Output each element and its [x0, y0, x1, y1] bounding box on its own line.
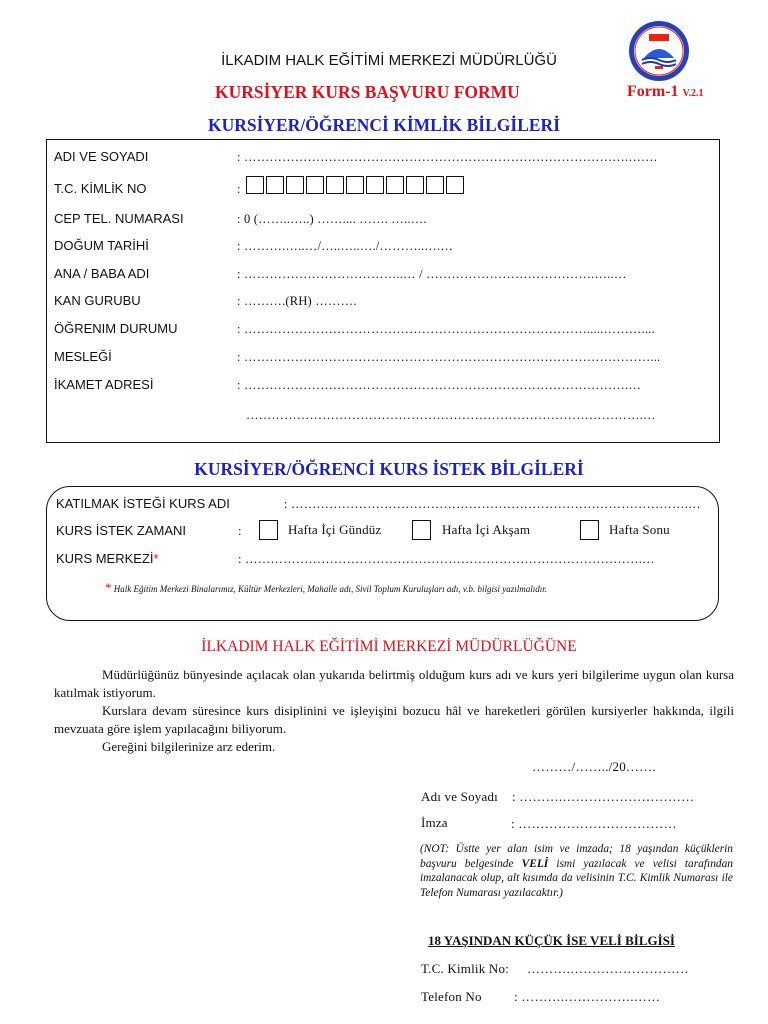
footnote-text: Halk Eğitim Merkezi Binalarımız, Kültür Merkezleri, Mahalle adı, Sivil Toplum Kuruluşları adı, v.b. bilgisi yazılmalıdır.: [113, 584, 547, 594]
note-bold: VELİ: [521, 857, 549, 870]
course-time-label: KURS İSTEK ZAMANI: [56, 523, 187, 538]
field-label-address: İKAMET ADRESİ: [54, 377, 154, 392]
field-input-parent-name[interactable]: : ………………………………..… / ………………………………….…..…: [237, 267, 627, 281]
course-section-title: KURSİYER/ÖĞRENCİ KURS İSTEK BİLGİLERİ: [194, 459, 584, 479]
field-input-tc-number[interactable]: :: [237, 182, 241, 196]
identity-section-title: KURSİYER/ÖĞRENCİ KİMLİK BİLGİLERİ: [207, 115, 561, 135]
tc-digit-box[interactable]: [406, 176, 424, 194]
option-weekday-day[interactable]: [259, 520, 381, 540]
institution-seal-icon: [628, 20, 690, 82]
guardian-title: 18 YAŞINDAN KÜÇÜK İSE VELİ BİLGİSİ: [428, 933, 675, 948]
tc-digit-box[interactable]: [246, 176, 264, 194]
note-suffix: ismi yazılacak ve velisi tarafından imzalanacak olup, alt kısımda da velisinin T.C. Kimlik Numarası ile Telefon Numarası yazılacaktır.): [420, 857, 733, 899]
course-center-label: [56, 551, 159, 566]
field-label-occupation: MESLEĞİ: [54, 349, 112, 364]
petition-p1: Müdürlüğünüz bünyesinde açılacak olan yukarıda belirtmiş olduğum kurs adı ve kurs yeri bilgilerime uygun olan kursa katılmak istiyorum.: [54, 667, 734, 700]
field-input-address[interactable]: : ……………………………………………………………………………….…: [237, 378, 642, 392]
date-line[interactable]: ………/……../20…….: [532, 759, 656, 774]
field-label-parent-name: ANA / BABA ADI: [54, 266, 150, 281]
note-prefix: (NOT: Üstte yer alan isim ve imzada; 18 yaşından küçüklerin başvuru belgesinde: [420, 843, 733, 870]
tc-digit-box[interactable]: [426, 176, 444, 194]
required-asterisk: *: [153, 551, 159, 566]
field-input-birth-date[interactable]: : ……….…..…/…..…..…./………..….…: [237, 239, 454, 253]
field-input-occupation[interactable]: : ……………………………………………………………………………………...: [237, 350, 661, 364]
weekday-evening-label: Hafta İçi Akşam: [442, 521, 531, 537]
field-label-blood-type: KAN GURUBU: [54, 293, 141, 308]
weekday-evening-checkbox[interactable]: [412, 520, 431, 540]
weekend-label: Hafta Sonu: [609, 521, 670, 537]
weekend-checkbox[interactable]: [580, 520, 599, 540]
option-weekend[interactable]: [580, 520, 670, 540]
tc-digit-box[interactable]: [306, 176, 324, 194]
form-version: V.2.1: [682, 88, 704, 99]
name-input[interactable]: : ……….…………………………: [512, 789, 695, 804]
tc-digit-box[interactable]: [386, 176, 404, 194]
course-time-colon: :: [238, 524, 242, 538]
signature-label: İmza: [421, 815, 448, 830]
weekday-day-label: Hafta İçi Gündüz: [288, 521, 382, 537]
guardian-phone-label: Telefon No: [421, 989, 482, 1004]
form-code: [627, 83, 703, 101]
tc-digit-box[interactable]: [266, 176, 284, 194]
course-center-label-text: KURS MERKEZİ: [56, 551, 154, 566]
footnote: [105, 580, 547, 596]
field-label-birth-date: DOĞUM TARİHİ: [54, 238, 149, 253]
guardian-tc-input[interactable]: ……….………………………: [527, 961, 689, 976]
name-label: Adı ve Soyadı: [421, 789, 498, 804]
field-input-full-name[interactable]: : ……………………………………………………………………………….…….: [237, 150, 658, 164]
field-label-full-name: ADI VE SOYADI: [54, 149, 149, 164]
tc-digit-box[interactable]: [346, 176, 364, 194]
course-name-label: KATILMAK İSTEĞİ KURS ADI: [56, 496, 230, 511]
petition-p2: Kurslara devam süresince kurs disiplinini ve işleyişini bozucu hâl ve hareketleri görülen kursiyerler hakkında, ilgili mevzuata göre işlem yapılacağını biliyorum.: [54, 703, 734, 736]
field-label-education: ÖĞRENIM DURUMU: [54, 321, 178, 336]
form-title: KURSİYER KURS BAŞVURU FORMU: [215, 82, 520, 102]
field-input-blood-type[interactable]: : ……….(RH) ……….: [237, 294, 357, 308]
address-line-2[interactable]: ………………………………………………………………………………….…: [246, 408, 656, 422]
tc-digit-box[interactable]: [286, 176, 304, 194]
petition-text: [54, 666, 734, 756]
guardian-phone-input[interactable]: : ……….…………….……: [514, 989, 661, 1004]
institution-name: İLKADIM HALK EĞİTİMİ MERKEZİ MÜDÜRLÜĞÜ: [221, 52, 557, 69]
signature-note: [420, 842, 733, 900]
tc-number-boxes[interactable]: [246, 176, 466, 194]
course-name-input[interactable]: : ………………………………………………………………………………….…: [284, 497, 701, 511]
footnote-star: *: [105, 580, 112, 595]
addressee: İLKADIM HALK EĞİTİMİ MERKEZİ MÜDÜRLÜĞÜNE: [201, 638, 577, 655]
field-label-tc-number: T.C. KİMLİK NO: [54, 181, 147, 196]
petition-p3: Gereğini bilgilerinize arz ederim.: [102, 739, 276, 754]
tc-digit-box[interactable]: [326, 176, 344, 194]
weekday-day-checkbox[interactable]: [259, 520, 278, 540]
tc-digit-box[interactable]: [366, 176, 384, 194]
field-label-mobile-phone: CEP TEL. NUMARASI: [54, 211, 184, 226]
tc-digit-box[interactable]: [446, 176, 464, 194]
form-code-label: Form-1: [627, 83, 679, 100]
field-input-education[interactable]: : ……………………………………………………………………….....………....: [237, 322, 655, 336]
field-input-mobile-phone[interactable]: : 0 (……..…..) …….... ……. …..….: [237, 212, 427, 226]
signature-input[interactable]: : ………………………………: [511, 816, 677, 831]
course-center-input[interactable]: : ………………………………………………………………………………….…: [238, 552, 655, 566]
option-weekday-evening[interactable]: [412, 520, 530, 540]
guardian-tc-label: T.C. Kimlik No:: [421, 961, 509, 976]
